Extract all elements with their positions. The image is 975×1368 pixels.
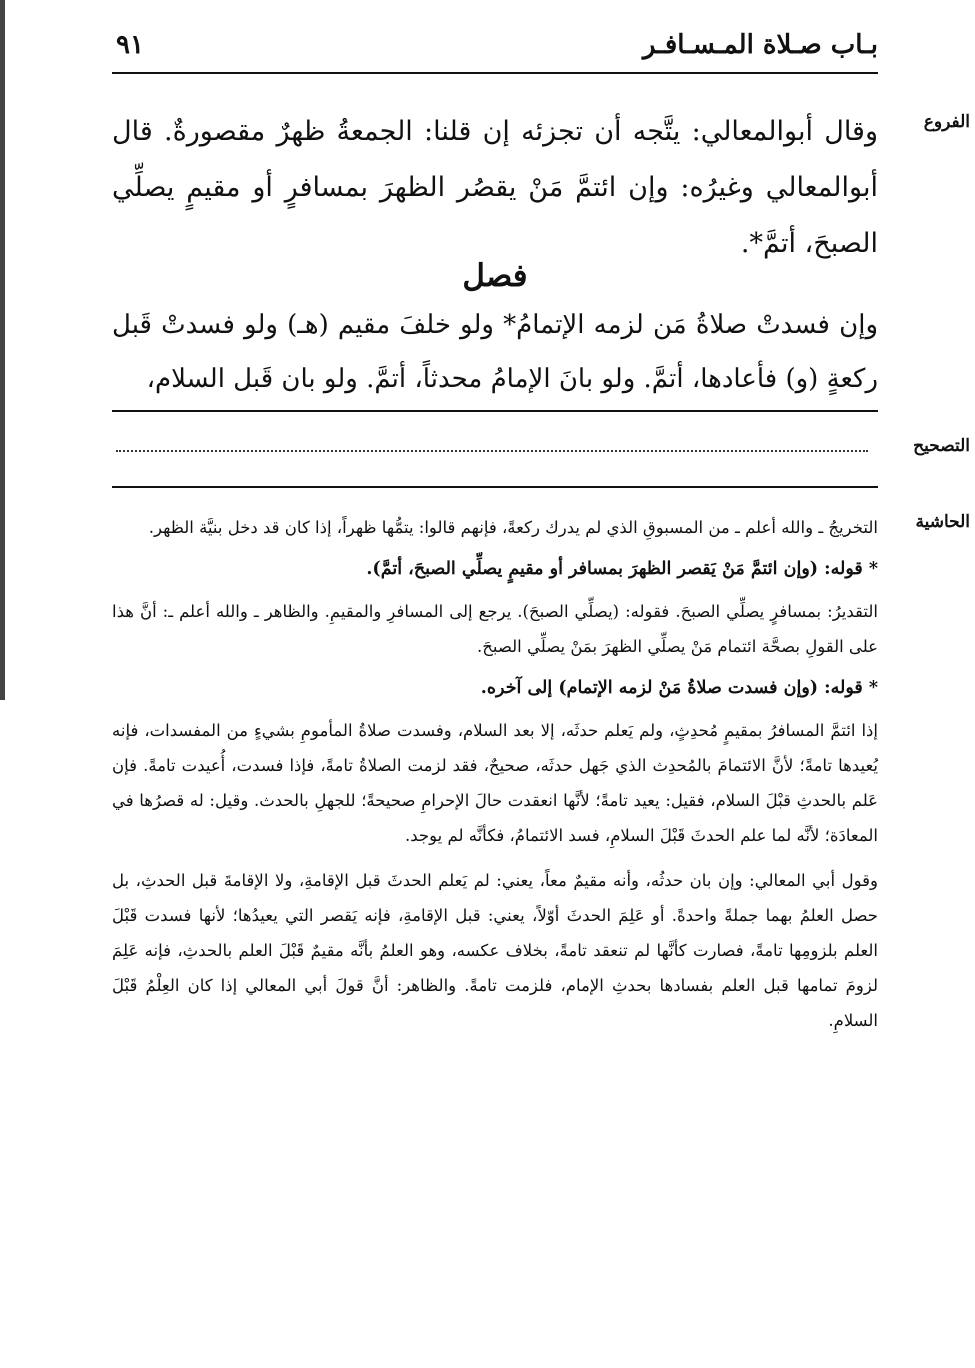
tashih-label: التصحيح bbox=[913, 436, 970, 456]
footnote-paragraph: وقول أبي المعالي: وإن بان حدثُه، وأنه مقيمٌ معاً، يعني: لم يَعلم الحدثَ قبل الإقامةِ، ولا الإقامةَ قبل الحدثِ، بل حصل العلمُ بهما جملةً واحدةً. أو عَلِمَ الحدثَ أوّلاً، يعني: قبل الإقامةِ، فإنه يَقصر التي يعيدُها؛ لأنها فسدت قَبْلَ العلم بلزومِها تامةً، فصارت كأنَّها لم تنعقد تامةً، بخلاف عكسه، وهو العلمُ بأنَّه مقيمٌ قَبْلَ العلم بالحدثِ، فإنه عَلِمَ لزومَ تمامها قبل العلم بفسادها بحدثِ الإمام، فلزمت تامةً. والظاهر: أنَّ قولَ أبي المعالي إذا كان العِلْمُ قَبْلَ السلامِ. bbox=[112, 871, 878, 1030]
main-text-block bbox=[112, 104, 878, 272]
running-header bbox=[112, 28, 878, 74]
section-paragraph: وإن فسدتْ صلاةُ مَن لزمه الإتمامُ* ولو خلفَ مقيم (هـ) ولو فسدتْ قَبل ركعةٍ (و) فأعادها، أتمَّ. ولو بانَ الإمامُ محدثاً، أتمَّ. ولو بان قَبل السلام، bbox=[112, 310, 878, 394]
divider-line bbox=[112, 410, 878, 412]
furu-label: الفروع bbox=[923, 112, 970, 132]
correction-dotted-line bbox=[116, 450, 868, 452]
section-text-block bbox=[112, 298, 878, 406]
chapter-title: بـاب صـلاة المـسـافـر bbox=[642, 30, 878, 60]
hashiya-label: الحاشية bbox=[915, 512, 970, 532]
main-paragraph: وقال أبوالمعالي: يتَّجه أن تجزئه إن قلنا: الجمعةُ ظهرٌ مقصورةٌ. قال أبوالمعالي وغيرُه: وإن ائتمَّ مَنْ يقصُر الظهرَ بمسافرٍ أو مقيمٍ يصلِّي الصبحَ، أتمَّ*. bbox=[112, 116, 878, 259]
footnote-paragraph: التقديرُ: بمسافرٍ يصلِّي الصبحَ. فقوله: (يصلِّي الصبحَ). يرجع إلى المسافرِ والمقيمِ. والظاهر ـ والله أعلم ـ: أنَّ هذا على القولِ بصحَّة ائتمام مَنْ يصلِّي الظهرَ بمَنْ يصلِّي الصبحَ. bbox=[112, 602, 878, 656]
footnote-quote: * قوله: (وإن فسدت صلاةُ مَنْ لزمه الإتمام) إلى آخره. bbox=[480, 678, 878, 698]
footnote-quote: * قوله: (وإن ائتمَّ مَنْ يَقصر الظهرَ بمسافر أو مقيمٍ يصلِّي الصبحَ، أتمَّ). bbox=[366, 559, 878, 579]
page-binding-edge bbox=[0, 0, 5, 700]
section-heading: فصل bbox=[462, 258, 528, 294]
page-number: ٩١ bbox=[116, 30, 144, 60]
footnotes-block bbox=[112, 510, 878, 1038]
divider-line bbox=[112, 486, 878, 488]
footnote-paragraph: التخريجُ ـ والله أعلم ـ من المسبوقِ الذي لم يدرك ركعةً، فإنهم قالوا: يتمُّها ظهراً، إذا كان قد دخل بنيَّة الظهر. bbox=[148, 518, 878, 537]
footnote-paragraph: إذا ائتمَّ المسافرُ بمقيمٍ مُحدِثٍ، ولم يَعلم حدثَه، إلا بعد السلام، وفسدت صلاةُ المأمومِ بشيءٍ من المفسدات، فإنه يُعيدها تامةً؛ لأنَّ الائتمامَ بالمُحدِث الذي جَهل حدثَه، صحيحٌ، فقد لزمت الصلاةُ تامةً، فإذا فسدت، أُعيدت تامةً. فإن عَلم بالحدثِ قبْلَ السلام، فقيل: يعيد تامةً؛ لأنَّها انعقدت حالَ الإحرامِ صحيحةً؛ للجهلِ بالحدث. وقيل: له قصرُها في المعادَة؛ لأنَّه لما علم الحدثَ قَبْلَ السلامِ، فسد الائتمامُ، فكأنَّه لم يوجد. bbox=[112, 721, 878, 845]
